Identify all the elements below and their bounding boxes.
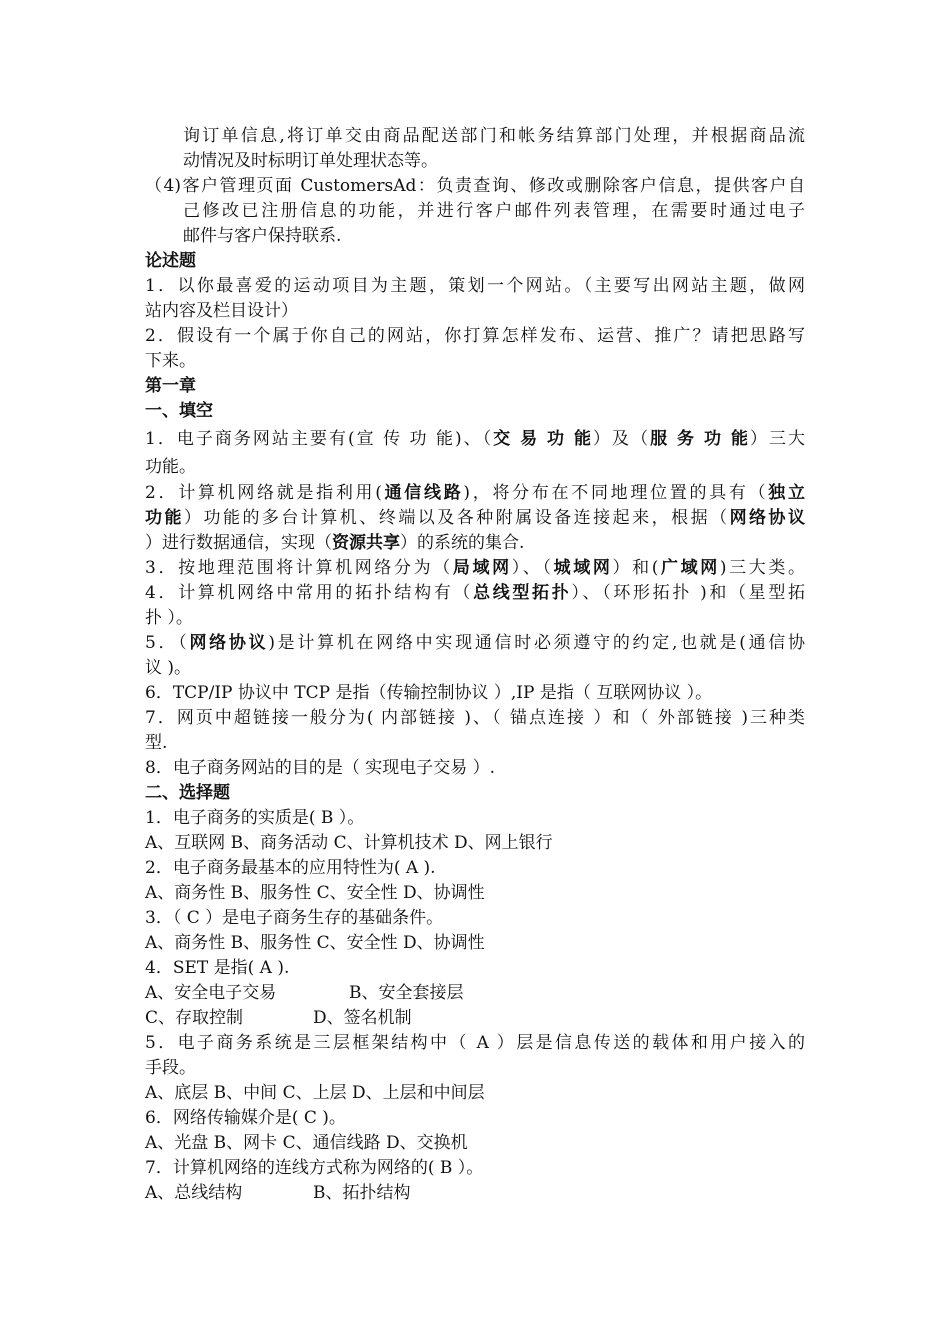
answer: 网络协议 xyxy=(729,508,806,528)
fill-question-4-cont: 扑 ）。 xyxy=(145,608,193,628)
essay-question-2-cont: 下来。 xyxy=(145,351,196,371)
choice-option-4a: A、安全电子交易 xyxy=(145,983,277,1003)
answer: 广域网 xyxy=(658,558,720,578)
choice-option-4d: D、签名机制 xyxy=(313,1008,412,1028)
fill-question-6: 6．TCP/IP 协议中 TCP 是指（传输控制协议 ）,IP 是指（ 互联网协议 ）。 xyxy=(145,683,713,703)
section-heading-choice: 二、选择题 xyxy=(145,783,230,803)
choice-options-5: A、底层 B、中间 C、上层 D、上层和中间层 xyxy=(145,1083,485,1103)
essay-question-2: 2．假设有一个属于你自己的网站，你打算怎样发布、运营、推广？请把思路写 xyxy=(145,326,805,346)
fill-question-8: 8．电子商务网站的目的是（ 实现电子交易 ）. xyxy=(145,758,496,778)
choice-question-7: 7．计算机网络的连线方式称为网络的( B ）。 xyxy=(145,1158,484,1178)
fill-question-3: 3．按地理范围将计算机网络分为（局域网）、（城域网）和(广域网)三大类。 xyxy=(145,558,806,578)
choice-options-6: A、光盘 B、网卡 C、通信线路 D、交换机 xyxy=(145,1133,468,1153)
choice-option-4b: B、安全套接层 xyxy=(349,983,464,1003)
choice-option-4c: C、存取控制 xyxy=(145,1008,244,1028)
fill-question-1: 1．电子商务网站主要有(宣 传 功 能)、（交 易 功 能）及（服 务 功 能）三大 xyxy=(145,429,806,449)
intro-line: 动情况及时标明订单处理状态等。 xyxy=(183,151,438,171)
chapter-title: 第一章 xyxy=(145,376,196,396)
answer: 交 易 功 能 xyxy=(493,429,594,449)
choice-options-2: A、商务性 B、服务性 C、安全性 D、协调性 xyxy=(145,883,485,903)
choice-options-3: A、商务性 B、服务性 C、安全性 D、协调性 xyxy=(145,933,485,953)
answer: 服 务 功 能 xyxy=(650,429,750,449)
answer: 资源共享 xyxy=(332,533,400,553)
answer: 局域网 xyxy=(452,558,512,578)
fill-question-4: 4．计算机网络中常用的拓扑结构有（总线型拓扑）、（环形拓扑 )和（星型拓 xyxy=(145,583,806,603)
fill-question-2-cont: 功能）功能的多台计算机、终端以及各种附属设备连接起来，根据（网络协议 xyxy=(145,508,806,528)
choice-question-3: 3．（ C ）是电子商务生存的基础条件。 xyxy=(145,908,444,928)
intro-line: （4)客户管理页面 CustomersAd：负责查询、修改或删除客户信息，提供客户自 xyxy=(145,176,805,196)
choice-question-1: 1．电子商务的实质是( B ）。 xyxy=(145,808,365,828)
fill-question-5: 5．（网络协议)是计算机在网络中实现通信时必须遵守的约定,也就是(通信协 xyxy=(145,633,805,653)
choice-option-7b: B、拓扑结构 xyxy=(313,1183,411,1203)
fill-question-2-cont: ）进行数据通信，实现（资源共享）的系统的集合. xyxy=(145,533,525,553)
intro-line: 询订单信息,将订单交由商品配送部门和帐务结算部门处理，并根据商品流 xyxy=(183,126,805,146)
choice-question-5-cont: 手段。 xyxy=(145,1058,196,1078)
section-heading-fill: 一、填空 xyxy=(145,401,213,421)
answer: 通信线路 xyxy=(381,483,464,503)
choice-question-6: 6．网络传输媒介是( C )。 xyxy=(145,1108,346,1128)
essay-question-1: 1．以你最喜爱的运动项目为主题，策划一个网站。（主要写出网站主题，做网 xyxy=(145,276,805,296)
answer: 网络协议 xyxy=(189,633,269,653)
fill-question-5-cont: 议 )。 xyxy=(145,658,192,678)
section-heading-essay: 论述题 xyxy=(145,251,196,271)
fill-question-1-cont: 功能。 xyxy=(145,457,196,477)
choice-option-7a: A、总线结构 xyxy=(145,1183,243,1203)
fill-question-7: 7．网页中超链接一般分为( 内部链接 )、（ 锚点连接 ）和（ 外部链接 )三种类 xyxy=(145,708,805,728)
choice-question-4: 4．SET 是指( A ). xyxy=(145,958,290,978)
fill-question-2: 2．计算机网络就是指利用(通信线路)，将分布在不同地理位置的具有（独立 xyxy=(145,483,805,503)
essay-question-1-cont: 站内容及栏目设计） xyxy=(145,301,298,321)
answer: 城域网 xyxy=(553,558,613,578)
answer: 总线型拓扑 xyxy=(473,583,572,603)
choice-question-2: 2．电子商务最基本的应用特性为( A ). xyxy=(145,858,436,878)
fill-question-7-cont: 型. xyxy=(145,733,168,753)
intro-line: 己修改已注册信息的功能，并进行客户邮件列表管理，在需要时通过电子 xyxy=(183,201,805,221)
answer: 独立 xyxy=(768,483,805,503)
choice-question-5: 5．电子商务系统是三层框架结构中（ A ）层是信息传送的载体和用户接入的 xyxy=(145,1033,805,1053)
choice-options-1: A、互联网 B、商务活动 C、计算机技术 D、网上银行 xyxy=(145,833,553,853)
intro-line: 邮件与客户保持联系. xyxy=(183,226,342,246)
answer: 功能 xyxy=(145,508,184,528)
